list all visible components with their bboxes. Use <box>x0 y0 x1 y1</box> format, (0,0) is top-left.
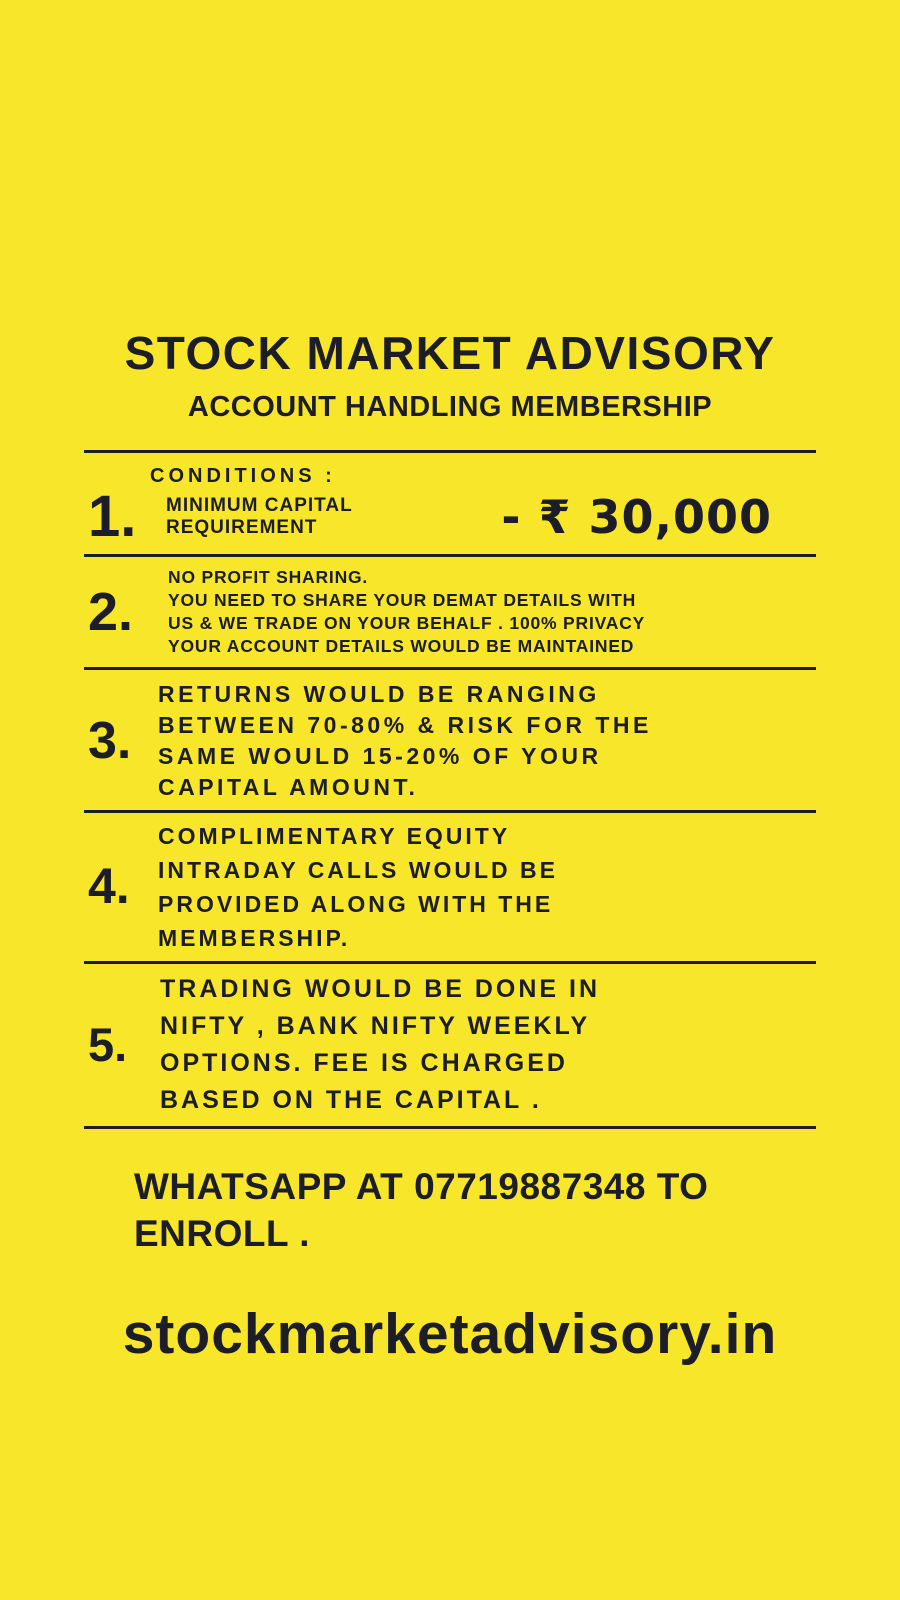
whatsapp-line: WHATSAPP AT 07719887348 TO <box>134 1165 709 1207</box>
divider <box>84 961 816 964</box>
divider <box>84 1126 816 1129</box>
item-number: 5. <box>88 1017 128 1071</box>
item-label: MINIMUM CAPITAL REQUIREMENT <box>166 494 353 538</box>
divider <box>84 667 816 670</box>
condition-item-3 <box>88 679 816 803</box>
item-text-line: BASED ON THE CAPITAL . <box>160 1085 542 1114</box>
item-text-line: TRADING WOULD BE DONE IN <box>160 974 601 1003</box>
item-text-line: SAME WOULD 15-20% OF YOUR <box>158 742 602 769</box>
item-text-line: YOU NEED TO SHARE YOUR DEMAT DETAILS WITH <box>168 589 637 610</box>
condition-item-2 <box>88 566 816 658</box>
divider <box>84 810 816 813</box>
item-text-line: CAPITAL AMOUNT. <box>158 773 419 800</box>
divider <box>84 554 816 557</box>
item-number: 2. <box>88 581 134 642</box>
condition-item-4 <box>88 819 816 955</box>
item-number: 1. <box>88 483 137 549</box>
item-text-line: MEMBERSHIP. <box>158 924 351 951</box>
item-text-line: COMPLIMENTARY EQUITY <box>158 822 511 849</box>
item-text <box>158 679 652 803</box>
item-number: 4. <box>88 858 130 915</box>
capital-requirement-value: - ₹ 30,000 <box>501 489 772 544</box>
item-text-line: NO PROFIT SHARING. <box>168 566 369 587</box>
item-text <box>160 971 600 1119</box>
item-text-line: RETURNS WOULD BE RANGING <box>158 680 600 707</box>
conditions-label: CONDITIONS : <box>150 464 336 487</box>
whatsapp-line: ENROLL . <box>134 1212 310 1254</box>
page-subtitle: ACCOUNT HANDLING MEMBERSHIP <box>187 390 713 423</box>
item-text <box>168 566 645 658</box>
item-text-line: BETWEEN 70-80% & RISK FOR THE <box>158 711 652 738</box>
item-text <box>158 819 558 955</box>
item-text-line: NIFTY , BANK NIFTY WEEKLY <box>160 1011 591 1040</box>
website-url: stockmarketadvisory.in <box>122 1301 778 1366</box>
divider <box>84 450 816 453</box>
item-text-line: OPTIONS. FEE IS CHARGED <box>160 1048 568 1077</box>
whatsapp-enroll-text <box>134 1163 816 1257</box>
page-title: STOCK MARKET ADVISORY <box>124 327 776 379</box>
header <box>0 0 900 424</box>
item-number: 3. <box>88 711 132 770</box>
item-text-line: US & WE TRADE ON YOUR BEHALF . 100% PRIVACY <box>168 612 646 633</box>
condition-item-5 <box>88 971 816 1119</box>
condition-item-1 <box>88 483 816 549</box>
item-text-line: PROVIDED ALONG WITH THE <box>158 890 554 917</box>
item-text-line: YOUR ACCOUNT DETAILS WOULD BE MAINTAINED <box>168 635 635 656</box>
item-text-line: INTRADAY CALLS WOULD BE <box>158 856 558 883</box>
